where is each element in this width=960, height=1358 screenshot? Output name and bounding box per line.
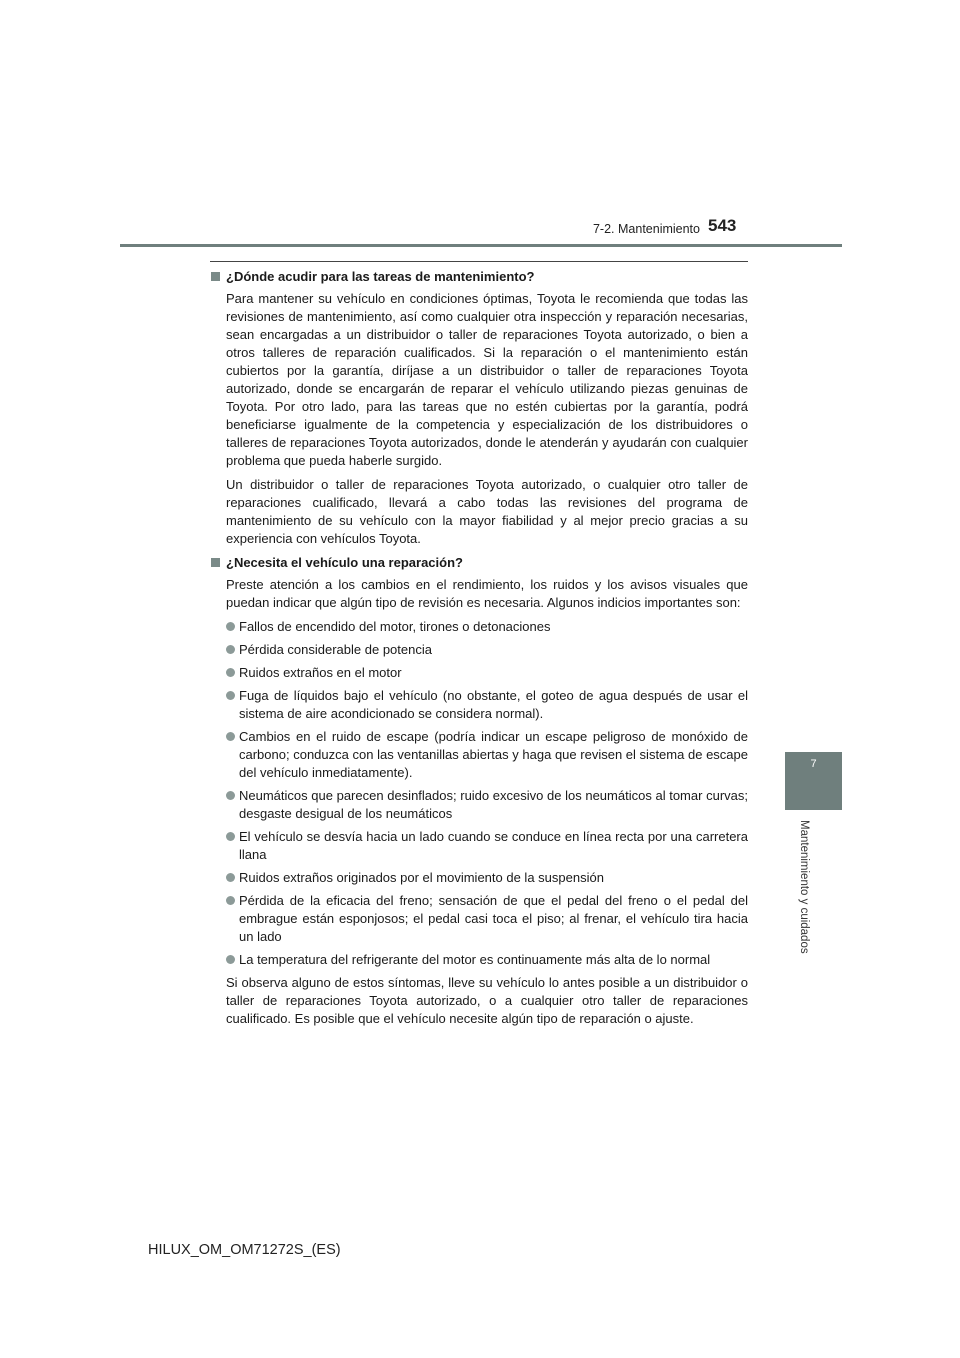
list-item — [226, 787, 748, 823]
section-heading-text: ¿Dónde acudir para las tareas de mantenimiento? — [226, 269, 535, 284]
circle-bullet-icon — [226, 668, 235, 677]
list-item — [226, 641, 748, 659]
section-heading-text: ¿Necesita el vehículo una reparación? — [226, 555, 463, 570]
header-divider — [120, 244, 842, 247]
paragraph: Para mantener su vehículo en condiciones óptimas, Toyota le recomienda que todas las revisiones de mantenimiento, así como cualquier otra inspección y reparación necesarias, sean encargadas a un distribuidor o taller de reparaciones Toyota autorizado, o bien a otros talleres de reparación cualificados. Si la reparación o el mantenimiento están cubiertos por la garantía, diríjase a un distribuidor o taller de reparaciones Toyota autorizado, donde se encargarán de reparar el vehículo utilizando piezas genuinas de Toyota. Por otro lado, para las tareas que no estén cubiertas por la garantía, podrá beneficiarse igualmente de la competencia y especialización de los distribuidores o talleres de reparaciones Toyota autorizados, donde le atenderán y ayudarán con cualquier problema que pueda haberle surgido. — [226, 291, 748, 468]
circle-bullet-icon — [226, 645, 235, 654]
list-item-text: Pérdida de la eficacia del freno; sensación de que el pedal del freno o el pedal del embrague están esponjosos; el pedal casi toca el piso; al frenar, el vehículo tira hacia un lado — [239, 893, 748, 944]
content-divider — [210, 261, 748, 262]
list-item-text: Cambios en el ruido de escape (podría indicar un escape peligroso de monóxido de carbono; conduzca con las ventanillas abiertas y haga que revisen el sistema de escape del vehículo inmediatamente). — [239, 729, 748, 780]
circle-bullet-icon — [226, 691, 235, 700]
list-item-text: Fuga de líquidos bajo el vehículo (no obstante, el goteo de agua después de usar el sistema de aire acondicionado se considera normal). — [239, 688, 748, 721]
list-item — [226, 728, 748, 782]
list-item — [226, 892, 748, 946]
circle-bullet-icon — [226, 896, 235, 905]
square-bullet-icon — [211, 272, 220, 281]
list-item — [226, 828, 748, 864]
section-heading — [210, 554, 748, 572]
document-code: HILUX_OM_OM71272S_(ES) — [148, 1242, 341, 1258]
header-section-title: 7-2. Mantenimiento — [592, 222, 700, 236]
main-content — [210, 268, 748, 1034]
list-item-text: Pérdida considerable de potencia — [239, 642, 432, 657]
paragraph: Un distribuidor o taller de reparaciones Toyota autorizado, o cualquier otro taller de reparaciones cualificado, llevará a cabo todas las revisiones del programa de mantenimiento de su vehículo con la mayor fiabilidad y al mejor precio gracias a su experiencia con vehículos Toyota. — [226, 477, 748, 546]
chapter-label-container — [796, 820, 810, 970]
circle-bullet-icon — [226, 873, 235, 882]
paragraph: Si observa alguno de estos síntomas, lleve su vehículo lo antes posible a un distribuidor o taller de reparaciones Toyota autorizado, o a cualquier otro taller de reparaciones cualificado. Es posible que el vehículo necesite algún tipo de reparación o ajuste. — [226, 975, 748, 1026]
list-item — [226, 618, 748, 636]
chapter-number: 7 — [810, 758, 817, 770]
list-item-text: Ruidos extraños originados por el movimiento de la suspensión — [239, 870, 604, 885]
circle-bullet-icon — [226, 732, 235, 741]
list-item-text: Fallos de encendido del motor, tirones o detonaciones — [239, 619, 551, 634]
list-item-text: El vehículo se desvía hacia un lado cuando se conduce en línea recta por una carretera llana — [239, 829, 748, 862]
paragraph: Preste atención a los cambios en el rendimiento, los ruidos y los avisos visuales que puedan indicar que algún tipo de revisión es necesaria. Algunos indicios importantes son: — [226, 577, 748, 610]
circle-bullet-icon — [226, 791, 235, 800]
list-item — [226, 664, 748, 682]
list-item-text: La temperatura del refrigerante del motor es continuamente más alta de lo normal — [239, 952, 711, 967]
list-item — [226, 687, 748, 723]
list-item — [226, 951, 748, 969]
list-item-text: Ruidos extraños en el motor — [239, 665, 402, 680]
list-item — [226, 869, 748, 887]
circle-bullet-icon — [226, 955, 235, 964]
chapter-label: Mantenimiento y cuidados — [798, 820, 810, 954]
section-heading — [210, 268, 748, 286]
page-number: 543 — [708, 216, 737, 235]
square-bullet-icon — [211, 558, 220, 567]
circle-bullet-icon — [226, 832, 235, 841]
chapter-tab — [785, 752, 842, 810]
list-item-text: Neumáticos que parecen desinflados; ruido excesivo de los neumáticos al tomar curvas; desgaste desigual de los neumáticos — [239, 788, 748, 821]
circle-bullet-icon — [226, 622, 235, 631]
